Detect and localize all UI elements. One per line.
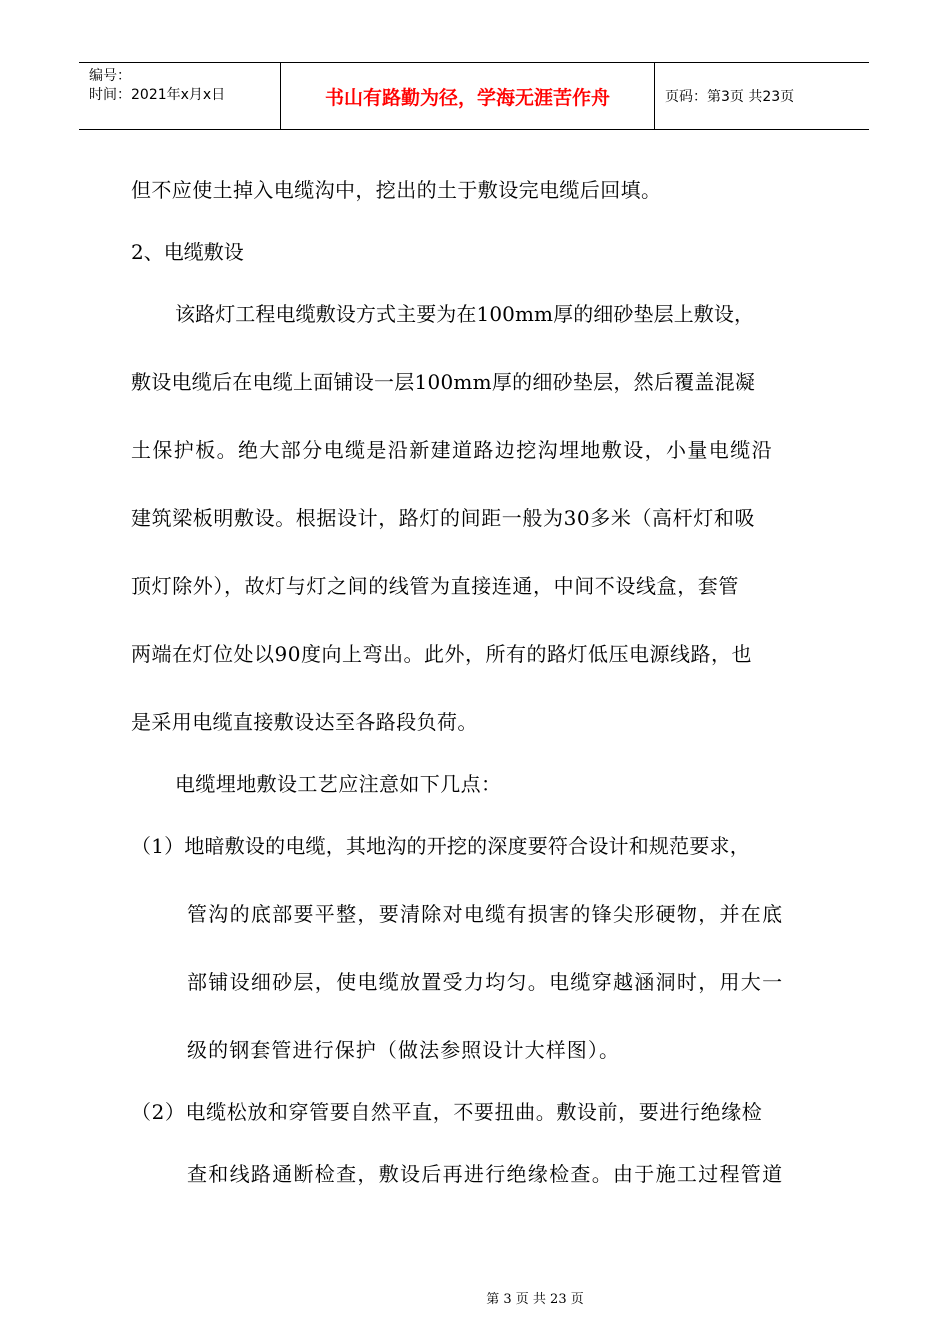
body-line: 但不应使土掉入电缆沟中，挖出的土于敷设完电缆后回填。 bbox=[131, 178, 662, 202]
page-footer: 第 3 页 共 23 页 bbox=[486, 1292, 584, 1307]
body-line: 是采用电缆直接敷设达至各路段负荷。 bbox=[131, 710, 478, 734]
page-header bbox=[79, 62, 869, 130]
body-line: 两端在灯位处以90度向上弯出。此外，所有的路灯低压电源线路，也 bbox=[131, 642, 752, 666]
body-line: 敷设电缆后在电缆上面铺设一层100mm厚的细砂垫层，然后覆盖混凝 bbox=[131, 370, 756, 394]
body-line: 土保护板。绝大部分电缆是沿新建道路边挖沟埋地敷设，小量电缆沿 bbox=[131, 438, 773, 462]
header-meta bbox=[79, 63, 281, 129]
list-item-continuation: 管沟的底部要平整，要清除对电缆有损害的锋尖形硬物，并在底 bbox=[187, 902, 784, 926]
body-line: 电缆埋地敷设工艺应注意如下几点： bbox=[175, 772, 502, 796]
list-item-continuation: 查和线路通断检查，敷设后再进行绝缘检查。由于施工过程管道 bbox=[187, 1162, 784, 1186]
list-item: （1）地暗敷设的电缆，其地沟的开挖的深度要符合设计和规范要求， bbox=[131, 834, 750, 858]
body-line: 顶灯除外），故灯与灯之间的线管为直接连通，中间不设线盒，套管 bbox=[131, 574, 739, 598]
body-line: 建筑梁板明敷设。根据设计，路灯的间距一般为30多米（高杆灯和吸 bbox=[131, 506, 756, 530]
header-motto: 书山有路勤为径，学海无涯苦作舟 bbox=[281, 63, 655, 129]
list-item-continuation: 级的钢套管进行保护（做法参照设计大样图）。 bbox=[187, 1038, 621, 1062]
section-heading: 2、电缆敷设 bbox=[131, 240, 244, 264]
list-item-continuation: 部铺设细砂层，使电缆放置受力均匀。电缆穿越涵洞时，用大一 bbox=[187, 970, 784, 994]
document-number-label: 编号： bbox=[89, 68, 131, 84]
document-time: 时间：2021年x月x日 bbox=[89, 87, 226, 103]
body-line: 该路灯工程电缆敷设方式主要为在100mm厚的细砂垫层上敷设， bbox=[175, 302, 755, 326]
list-item: （2）电缆松放和穿管要自然平直，不要扭曲。敷设前，要进行绝缘检 bbox=[131, 1100, 763, 1124]
header-page-info: 页码：第3页 共23页 bbox=[665, 89, 795, 105]
